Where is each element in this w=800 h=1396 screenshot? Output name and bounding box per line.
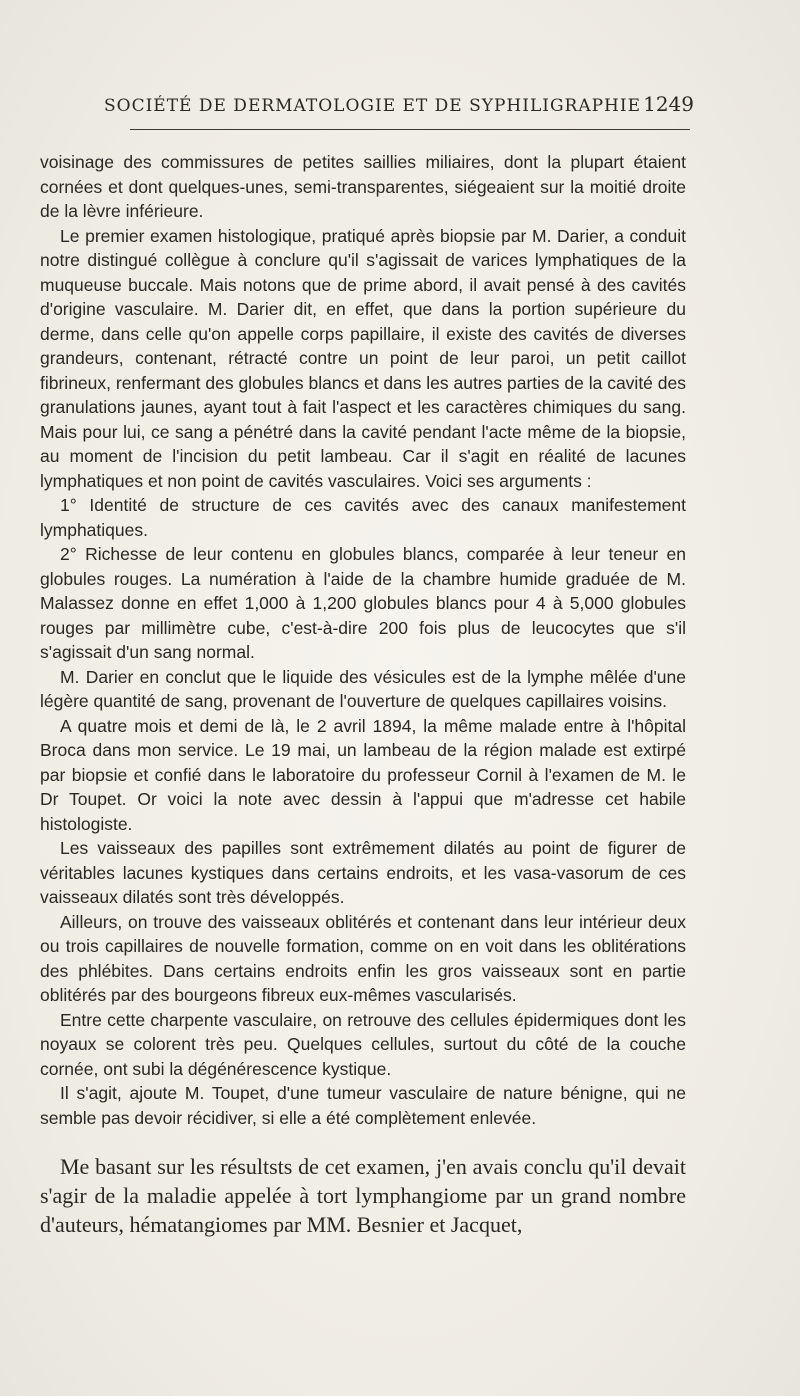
- paragraph: 1° Identité de structure de ces cavités avec des canaux manifestement lymphatiques.: [40, 495, 686, 540]
- paragraph: Les vaisseaux des papilles sont extrêmement dilatés au point de figurer de véritables lacunes kystiques dans certains endroits, et les vasa-vasorum de ces vaisseaux dilatés sont très développés.: [40, 838, 686, 907]
- paragraph: A quatre mois et demi de là, le 2 avril 1894, la même malade entre à l'hôpital Broca dans mon service. Le 19 mai, un lambeau de la région malade est extirpé par biopsie et confié dans le laboratoire du professeur Cornil à l'examen de M. le Dr Toupet. Or voici la note avec dessin à l'appui que m'adresse cet habile histologiste.: [40, 715, 686, 834]
- paragraph: Il s'agit, ajoute M. Toupet, d'une tumeur vasculaire de nature bénigne, qui ne semble pas devoir récidiver, si elle a été complètement enlevée.: [40, 1083, 686, 1128]
- running-title: SOCIÉTÉ DE DERMATOLOGIE ET DE SYPHILIGRAPHIE: [104, 96, 642, 116]
- body-text: [40, 150, 686, 1239]
- closing-paragraph: Me basant sur les résultsts de cet examen, j'en avais conclu qu'il devait s'agir de la maladie appelée à tort lymphangiome par un grand nombre d'auteurs, hématangiomes par MM. Besnier et Jacquet,: [40, 1154, 686, 1237]
- paragraph: M. Darier en conclut que le liquide des vésicules est de la lymphe mêlée d'une légère quantité de sang, provenant de l'ouverture de quelques capillaires voisins.: [40, 666, 686, 711]
- running-header: [104, 92, 694, 116]
- paragraph: Entre cette charpente vasculaire, on retrouve des cellules épidermiques dont les noyaux se colorent très peu. Quelques cellules, surtout du côté de la couche cornée, ont subi la dégénérescence kystique.: [40, 1009, 686, 1079]
- paragraph: Le premier examen histologique, pratiqué après biopsie par M. Darier, a conduit notre distingué collègue à conclure qu'il s'agissait de varices lymphatiques de la muqueuse buccale. Mais notons que de prime abord, il avait pensé à des cavités d'origine vasculaire. M. Darier dit, en effet, que dans la portion supérieure du derme, dans celle qu'on appelle corps papillaire, il existe des cavités de diverses grandeurs, contenant, rétracté contre un point de leur paroi, un petit caillot fibrineux, renfermant des globules blancs et dans les autres parties de la cavité des granulations jaunes, ayant tout à fait l'aspect et les caractères chimiques du sang. Mais pour lui, ce sang a pénétré dans la cavité pendant l'acte même de la biopsie, au moment de l'incision du petit lambeau. Car il s'agit en réalité de lacunes lymphatiques et non point de cavités vasculaires. Voici ses arguments :: [40, 225, 686, 491]
- paragraph: voisinage des commissures de petites saillies miliaires, dont la plupart étaient cornées et dont quelques-unes, semi-transparentes, siégeaient sur la moitié droite de la lèvre inférieure.: [40, 152, 686, 221]
- paragraph: 2° Richesse de leur contenu en globules blancs, comparée à leur teneur en globules rouges. La numération à l'aide de la chambre humide graduée de M. Malassez donne en effet 1,000 à 1,200 globules blancs pour 4 à 5,000 globules rouges par millimètre cube, c'est-à-dire 200 fois plus de leucocytes que s'il s'agissait d'un sang normal.: [40, 544, 686, 662]
- page-number: 1249: [643, 92, 694, 116]
- header-rule: [130, 129, 690, 130]
- paragraph: Ailleurs, on trouve des vaisseaux oblitérés et contenant dans leur intérieur deux ou trois capillaires de nouvelle formation, comme on en voit dans les oblitérations des phlébites. Dans certains endroits enfin les gros vaisseaux sont en partie oblitérés par des bourgeons fibreux eux-mêmes vascularisés.: [40, 911, 686, 1005]
